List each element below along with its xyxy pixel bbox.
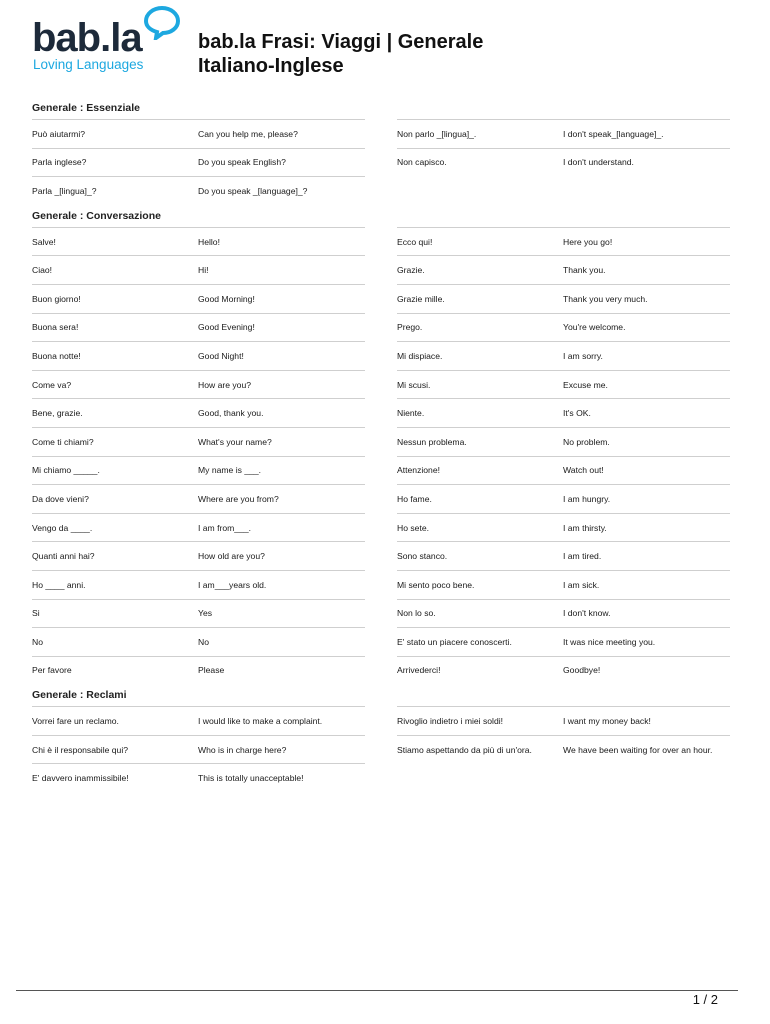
italian-phrase: Buona notte! — [32, 350, 81, 361]
phrase-row — [32, 148, 365, 177]
italian-phrase: Attenzione! — [397, 465, 440, 476]
phrase-row — [32, 627, 365, 656]
page-number: 1 / 2 — [692, 992, 718, 1007]
italian-phrase: Salve! — [32, 236, 56, 247]
phrase-row — [397, 541, 730, 570]
section-title: Generale : Conversazione — [32, 209, 161, 222]
english-phrase: How are you? — [198, 379, 252, 390]
english-phrase: Thank you. — [563, 265, 606, 276]
italian-phrase: Arrivederci! — [397, 665, 441, 676]
italian-phrase: Rivoglio indietro i miei soldi! — [397, 716, 504, 727]
english-phrase: I don't speak_[language]_. — [563, 128, 664, 139]
italian-phrase: Parla inglese? — [32, 157, 87, 168]
phrase-row — [32, 255, 365, 284]
italian-phrase: Non parlo _[lingua]_. — [397, 128, 477, 139]
italian-phrase: Ho ____ anni. — [32, 579, 86, 590]
italian-phrase: E' davvero inammissibile! — [32, 773, 129, 784]
english-phrase: What's your name? — [198, 436, 272, 447]
phrase-row — [32, 735, 365, 764]
italian-phrase: Non capisco. — [397, 157, 447, 168]
italian-phrase: Mi chiamo _____. — [32, 465, 100, 476]
italian-phrase: Ho fame. — [397, 493, 432, 504]
phrase-row — [397, 456, 730, 485]
english-phrase: I am hungry. — [563, 493, 611, 504]
phrase-row — [32, 227, 365, 256]
phrase-row — [32, 706, 365, 735]
italian-phrase: Grazie mille. — [397, 293, 445, 304]
english-phrase: We have been waiting for over an hour. — [563, 744, 713, 755]
phrase-row — [397, 370, 730, 399]
english-phrase: Please — [198, 665, 225, 676]
italian-phrase: Parla _[lingua]_? — [32, 185, 97, 196]
phrase-row — [32, 456, 365, 485]
english-phrase: Where are you from? — [198, 493, 279, 504]
italian-phrase: Grazie. — [397, 265, 425, 276]
logo-tagline: Loving Languages — [33, 57, 144, 72]
phrase-row — [397, 284, 730, 313]
english-phrase: Hello! — [198, 236, 220, 247]
phrase-row — [32, 541, 365, 570]
english-phrase: Watch out! — [563, 465, 604, 476]
english-phrase: No problem. — [563, 436, 610, 447]
phrase-row — [397, 227, 730, 256]
title-line-2: Italiano-Inglese — [198, 55, 344, 77]
english-phrase: My name is ___. — [198, 465, 262, 476]
phrase-column-left — [32, 706, 365, 792]
english-phrase: I am___years old. — [198, 579, 267, 590]
english-phrase: How old are you? — [198, 551, 265, 562]
english-phrase: I am sorry. — [563, 350, 603, 361]
phrase-row — [32, 763, 365, 792]
italian-phrase: Ecco qui! — [397, 236, 433, 247]
phrase-row — [32, 484, 365, 513]
english-phrase: No — [198, 636, 209, 647]
phrase-row — [32, 341, 365, 370]
italian-phrase: Buona sera! — [32, 322, 79, 333]
phrase-row — [397, 570, 730, 599]
english-phrase: Can you help me, please? — [198, 128, 298, 139]
italian-phrase: Quanti anni hai? — [32, 551, 95, 562]
phrase-row — [397, 427, 730, 456]
english-phrase: I am sick. — [563, 579, 600, 590]
english-phrase: You're welcome. — [563, 322, 626, 333]
english-phrase: Yes — [198, 608, 213, 619]
phrase-row — [397, 341, 730, 370]
italian-phrase: Vorrei fare un reclamo. — [32, 716, 119, 727]
italian-phrase: Chi è il responsabile qui? — [32, 744, 129, 755]
english-phrase: Good, thank you. — [198, 408, 264, 419]
english-phrase: Do you speak English? — [198, 157, 286, 168]
italian-phrase: Prego. — [397, 322, 423, 333]
phrase-row — [32, 599, 365, 628]
english-phrase: I don't know. — [563, 608, 611, 619]
phrase-row — [397, 313, 730, 342]
phrase-row — [397, 148, 730, 177]
english-phrase: Good Night! — [198, 350, 244, 361]
phrase-row — [397, 627, 730, 656]
phrase-row — [32, 176, 365, 205]
italian-phrase: Bene, grazie. — [32, 408, 83, 419]
italian-phrase: Ciao! — [32, 265, 53, 276]
italian-phrase: Mi dispiace. — [397, 350, 443, 361]
speech-bubble-icon — [144, 6, 180, 45]
phrase-row — [397, 484, 730, 513]
italian-phrase: Niente. — [397, 408, 425, 419]
phrase-row — [32, 313, 365, 342]
phrase-section — [32, 97, 730, 205]
english-phrase: Who is in charge here? — [198, 744, 287, 755]
italian-phrase: Mi sento poco bene. — [397, 579, 475, 590]
phrase-column-right — [397, 227, 730, 685]
english-phrase: I would like to make a complaint. — [198, 716, 323, 727]
italian-phrase: Può aiutarmi? — [32, 128, 86, 139]
italian-phrase: Ho sete. — [397, 522, 430, 533]
phrase-row — [32, 513, 365, 542]
phrase-section — [32, 205, 730, 685]
english-phrase: It was nice meeting you. — [563, 636, 656, 647]
section-title: Generale : Essenziale — [32, 102, 140, 114]
babla-logo — [32, 6, 192, 78]
english-phrase: I am tired. — [563, 551, 602, 562]
phrase-column-left — [32, 119, 365, 205]
phrase-column-right — [397, 119, 730, 205]
english-phrase: I want my money back! — [563, 716, 651, 727]
italian-phrase: Non lo so. — [397, 608, 436, 619]
phrase-column-left — [32, 227, 365, 685]
italian-phrase: Da dove vieni? — [32, 493, 89, 504]
phrase-row — [397, 735, 730, 764]
english-phrase: Excuse me. — [563, 379, 608, 390]
italian-phrase: Mi scusi. — [397, 379, 431, 390]
italian-phrase: Vengo da ____. — [32, 522, 93, 533]
phrase-row — [397, 398, 730, 427]
page-title — [198, 30, 483, 78]
section-title: Generale : Reclami — [32, 689, 127, 702]
italian-phrase: Come ti chiami? — [32, 436, 94, 447]
english-phrase: This is totally unacceptable! — [198, 773, 304, 784]
italian-phrase: No — [32, 636, 43, 647]
italian-phrase: Come va? — [32, 379, 72, 390]
english-phrase: Good Evening! — [198, 322, 255, 333]
phrase-row — [397, 119, 730, 148]
italian-phrase: E' stato un piacere conoscerti. — [397, 636, 512, 647]
italian-phrase: Per favore — [32, 665, 72, 676]
phrase-column-right — [397, 706, 730, 792]
italian-phrase: Nessun problema. — [397, 436, 467, 447]
italian-phrase: Si — [32, 608, 40, 619]
phrase-row — [32, 656, 365, 685]
phrase-row — [397, 599, 730, 628]
english-phrase: I am thirsty. — [563, 522, 607, 533]
phrase-row — [397, 656, 730, 685]
phrase-row — [32, 570, 365, 599]
italian-phrase: Stiamo aspettando da più di un'ora. — [397, 744, 532, 755]
page-header — [32, 6, 752, 86]
phrase-row — [397, 706, 730, 735]
english-phrase: I am from___. — [198, 522, 252, 533]
phrase-row — [397, 513, 730, 542]
logo-wordmark: bab.la — [32, 16, 142, 60]
english-phrase: Do you speak _[language]_? — [198, 185, 308, 196]
english-phrase: It's OK. — [563, 408, 591, 419]
phrase-row — [32, 284, 365, 313]
italian-phrase: Sono stanco. — [397, 551, 448, 562]
phrase-row — [32, 119, 365, 148]
phrase-row — [32, 398, 365, 427]
phrase-section — [32, 684, 730, 792]
phrase-row — [32, 427, 365, 456]
english-phrase: Thank you very much. — [563, 293, 648, 304]
phrase-row — [397, 255, 730, 284]
phrase-content — [32, 97, 730, 792]
title-line-1: bab.la Frasi: Viaggi | Generale — [198, 31, 484, 53]
english-phrase: I don't understand. — [563, 157, 634, 168]
english-phrase: Goodbye! — [563, 665, 601, 676]
english-phrase: Hi! — [198, 265, 209, 276]
english-phrase: Here you go! — [563, 236, 613, 247]
footer-divider — [16, 990, 738, 991]
phrase-row — [32, 370, 365, 399]
italian-phrase: Buon giorno! — [32, 293, 81, 304]
english-phrase: Good Morning! — [198, 293, 255, 304]
